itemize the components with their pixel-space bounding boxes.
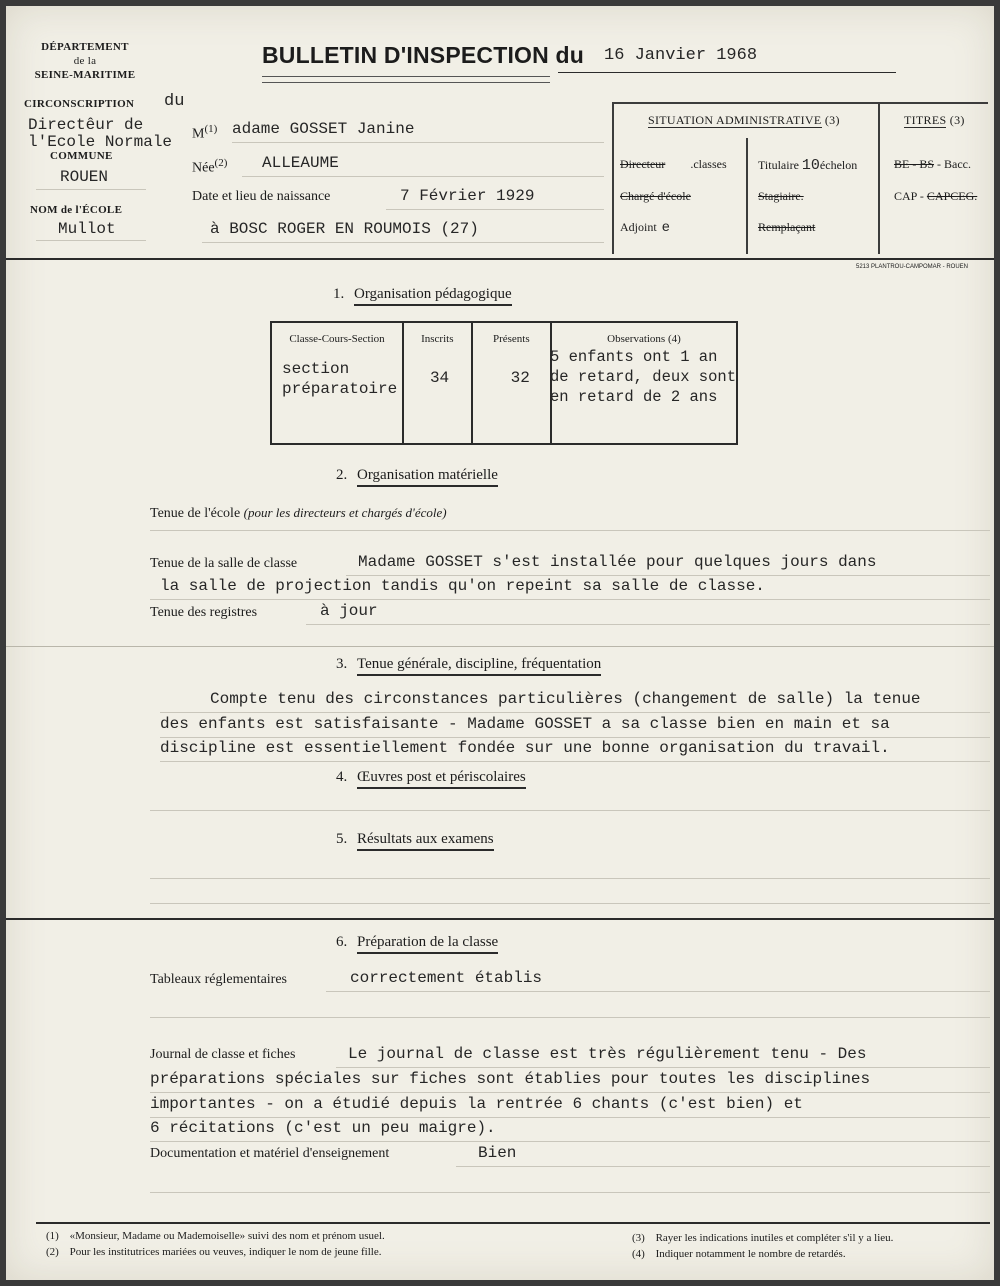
section-5-heading: [336, 831, 494, 848]
titres-title: TITRES: [904, 113, 947, 127]
stagiaire-label: Stagiaire.: [758, 189, 804, 203]
footnote-1: [46, 1230, 385, 1242]
footnote-3: [632, 1232, 893, 1244]
section-6-title: Préparation de la classe: [357, 934, 498, 954]
footnote-1-num: (1): [46, 1230, 59, 1242]
department-value: SEINE-MARITIME: [34, 69, 136, 81]
footnote-2: [46, 1246, 381, 1258]
footnote-3-num: (3): [632, 1232, 645, 1244]
footnote-4-text: Indiquer notamment le nombre de retardés.: [655, 1248, 846, 1260]
echelon-num: 10: [801, 157, 820, 174]
titres-title-group: [904, 113, 965, 128]
section-1-heading: [333, 286, 512, 303]
section-2-heading: [336, 467, 498, 484]
section-3-heading: [336, 656, 601, 673]
section-line-1: section: [282, 360, 350, 378]
tenue-ecole-group: [150, 505, 447, 522]
titulaire-group: [758, 157, 857, 174]
col-observations-header-group: [552, 333, 736, 345]
doc-value: Bien: [478, 1144, 517, 1162]
section-1-title: Organisation pédagogique: [354, 286, 512, 306]
bulletin-date: 16 Janvier 1968: [604, 46, 758, 65]
observations-cell: [550, 347, 736, 407]
journal-line-3: importantes - on a étudié depuis la rentrée 6 chants (c'est bien) et: [150, 1095, 803, 1113]
inspection-bulletin-page: [6, 6, 994, 1280]
journal-line-1: Le journal de classe est très régulièrement tenu - Des: [348, 1045, 867, 1063]
footnote-2-num: (2): [46, 1246, 59, 1258]
footnote-1-text: «Monsieur, Madame ou Mademoiselle» suivi des nom et prénom usuel.: [69, 1230, 385, 1242]
echelon-label: échelon: [819, 158, 858, 172]
section-3-num: 3.: [336, 656, 348, 672]
classes-label: .classes: [690, 157, 727, 171]
printer-mark: 5213 PLANTROU-CAMPOMAR - ROUEN: [856, 264, 969, 270]
registres-label: Tenue des registres: [150, 605, 258, 620]
section-5-num: 5.: [336, 831, 348, 847]
observations-line-2: de retard, deux sont: [549, 368, 736, 386]
titres-line-2: [894, 189, 977, 204]
section-1-num: 1.: [333, 286, 345, 302]
footnote-3-text: Rayer les indications inutiles et compléter s'il y a lieu.: [655, 1232, 894, 1244]
titres-line-1: [894, 157, 971, 172]
birth-date: 7 Février 1929: [400, 187, 535, 205]
circonscription-value-2: l'Ecole Normale: [28, 133, 173, 151]
footnote-4-num: (4): [632, 1248, 645, 1260]
discipline-line-2: des enfants est satisfaisante - Madame GOSSET a sa classe bien en main et sa: [160, 715, 890, 733]
department-block: [20, 40, 150, 82]
section-cell: [282, 359, 402, 399]
m-note: (1): [204, 123, 218, 135]
presents-value: 32: [510, 369, 530, 387]
salle-text-2: la salle de projection tandis qu'on repeint sa salle de classe.: [160, 577, 765, 595]
m-label-group: [192, 123, 217, 143]
m-label: M: [192, 126, 205, 142]
adjoint-label: Adjoint: [620, 220, 657, 234]
circonscription-label: CIRCONSCRIPTION: [24, 98, 135, 110]
situation-note: (3): [824, 113, 840, 127]
tenue-ecole-note: (pour les directeurs et chargés d'école): [243, 505, 447, 520]
situation-title-group: [648, 113, 840, 128]
inscrits-value: 34: [429, 369, 450, 387]
titulaire-label: Titulaire: [758, 158, 799, 172]
footnote-4: [632, 1248, 846, 1260]
col-inscrits-header: Inscrits: [421, 333, 454, 345]
discipline-line-1: Compte tenu des circonstances particulières (changement de salle) la tenue: [210, 690, 921, 708]
circonscription-value-1: Directêur de: [28, 116, 144, 134]
department-de-la: de la: [73, 55, 97, 67]
charge-label: Chargé d'école: [620, 189, 691, 203]
nee-note: (2): [214, 157, 228, 169]
circonscription-du: du: [164, 92, 185, 111]
situation-title: SITUATION ADMINISTRATIVE: [648, 113, 822, 127]
tableaux-label: Tableaux réglementaires: [150, 972, 288, 987]
observations-line-1: 5 enfants ont 1 an: [549, 348, 718, 366]
journal-label: Journal de classe et fiches: [150, 1047, 296, 1062]
pedagogical-table: [270, 321, 738, 445]
titres-bacc: - Bacc.: [937, 157, 971, 171]
adjoint-group: [620, 220, 670, 236]
remplacant-label: Remplaçant: [758, 220, 816, 234]
salle-text-1: Madame GOSSET s'est installée pour quelques jours dans: [358, 553, 877, 571]
section-3-title: Tenue générale, discipline, fréquentation: [357, 656, 601, 676]
observations-line-3: en retard de 2 ans: [549, 388, 718, 406]
directeur-group: [620, 157, 727, 172]
titres-cap: CAP -: [894, 189, 924, 203]
birth-label: Date et lieu de naissance: [192, 189, 331, 204]
section-6-heading: [336, 934, 498, 951]
registres-value: à jour: [320, 602, 378, 620]
tenue-ecole-label: Tenue de l'école: [150, 506, 241, 521]
tenue-salle-label: Tenue de la salle de classe: [150, 556, 298, 571]
birth-place: à BOSC ROGER EN ROUMOIS (27): [210, 220, 479, 238]
directeur-label: Directeur: [620, 157, 666, 171]
journal-line-4: 6 récitations (c'est un peu maigre).: [150, 1119, 496, 1137]
discipline-line-3: discipline est essentiellement fondée sur une bonne organisation du travail.: [160, 739, 890, 757]
nee-label-group: [192, 157, 227, 177]
col-observations-header: Observations: [607, 333, 666, 345]
section-4-heading: [336, 769, 526, 786]
observations-note: (4): [667, 333, 681, 345]
section-2-num: 2.: [336, 467, 348, 483]
commune-value: ROUEN: [60, 168, 109, 186]
titres-capceg: CAPCEG.: [926, 189, 978, 203]
col-presents-header: Présents: [492, 333, 530, 345]
ecole-value: Mullot: [58, 220, 116, 238]
nee-label: Née: [192, 160, 215, 176]
bulletin-title: BULLETIN D'INSPECTION du: [262, 42, 585, 68]
section-line-2: préparatoire: [282, 380, 398, 398]
section-6-num: 6.: [336, 934, 348, 950]
col-classe-header: Classe-Cours-Section: [289, 333, 385, 345]
section-4-title: Œuvres post et périscolaires: [357, 769, 526, 789]
journal-line-2: préparations spéciales sur fiches sont établies pour toutes les disciplines: [150, 1070, 871, 1088]
maiden-name: ALLEAUME: [262, 154, 339, 172]
adjoint-e: e: [661, 220, 671, 236]
ecole-label: NOM de l'ÉCOLE: [30, 204, 123, 216]
footnote-2-text: Pour les institutrices mariées ou veuves, indiquer le nom de jeune fille.: [69, 1246, 382, 1258]
teacher-name: adame GOSSET Janine: [232, 120, 415, 138]
titres-be-bs: BE - BS: [894, 157, 935, 171]
section-4-num: 4.: [336, 769, 348, 785]
section-2-title: Organisation matérielle: [357, 467, 498, 487]
commune-label: COMMUNE: [50, 150, 113, 162]
titres-note: (3): [949, 113, 965, 127]
section-5-title: Résultats aux examens: [357, 831, 494, 851]
tableaux-value: correctement établis: [350, 969, 543, 987]
department-label: DÉPARTEMENT: [41, 41, 129, 53]
doc-label: Documentation et matériel d'enseignement: [150, 1146, 390, 1161]
